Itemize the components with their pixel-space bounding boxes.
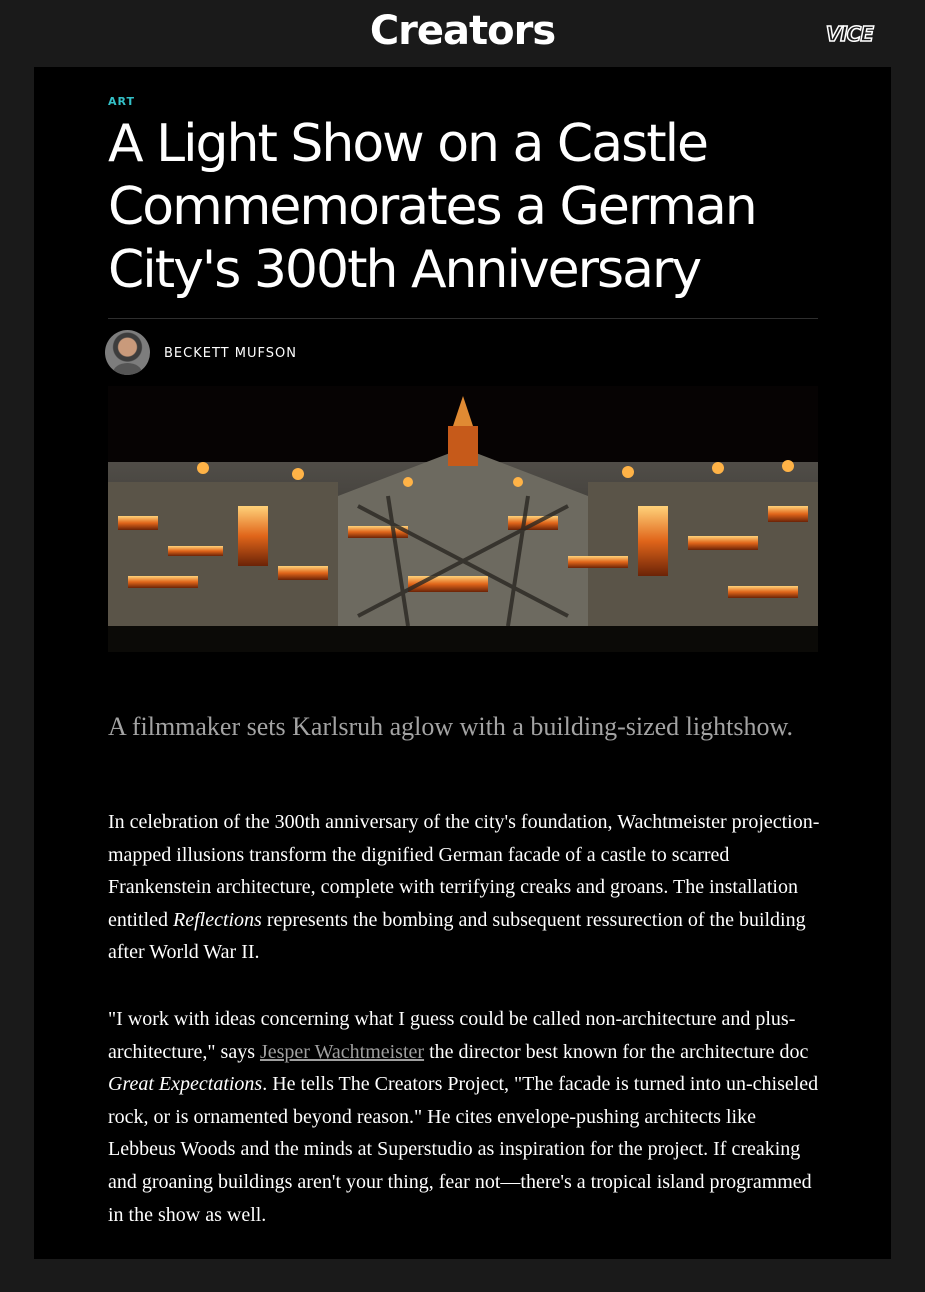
italic-title: Reflections — [172, 908, 262, 931]
director-link[interactable]: Jesper Wachtmeister — [259, 1040, 425, 1063]
creators-logo[interactable]: Creators — [369, 8, 556, 54]
article — [34, 67, 891, 1259]
italic-title: Great Expectations — [108, 1073, 263, 1096]
article-dek: A filmmaker sets Karlsruh aglow with a building-sized lightshow. — [108, 712, 794, 741]
hero-image — [108, 386, 818, 652]
headline: A Light Show on a Castle Commemorates a German City's 300th Anniversary — [108, 114, 756, 300]
author-avatar[interactable] — [105, 330, 150, 375]
paragraph-text: the director best known for the architecture doc — [424, 1040, 809, 1063]
paragraph-text: "I work with ideas concerning what I guess could be called non-architecture and plus-architecture," says — [108, 1008, 796, 1063]
site-header — [0, 0, 925, 66]
divider — [108, 318, 818, 319]
category-label[interactable]: ART — [108, 95, 135, 108]
paragraph-text: . He tells The Creators Project, "The facade is turned into un-chiseled rock, or is ornamented beyond reason." He cites envelope-pushing architects like Lebbeus Woods and the minds at Superstudio as inspiration for the project. If creaking and groaning buildings aren't your thing, fear not—there's a tropical island programmed in the show as well. — [108, 1073, 819, 1226]
paragraph-text: represents the bombing and subsequent ressurection of the building after World War II. — [108, 908, 806, 964]
paragraph-2 — [108, 1003, 828, 1231]
paragraph-1 — [108, 806, 828, 969]
author-name[interactable]: BECKETT MUFSON — [164, 346, 297, 361]
vice-logo[interactable]: VICE — [825, 22, 873, 46]
paragraph-text: In celebration of the 300th anniversary of the city's foundation, Wachtmeister projection-mapped illusions transform the dignified German facade of a castle to scarred Frankenstein architecture, complete with terrifying creaks and groans. The installation entitled — [108, 811, 820, 931]
